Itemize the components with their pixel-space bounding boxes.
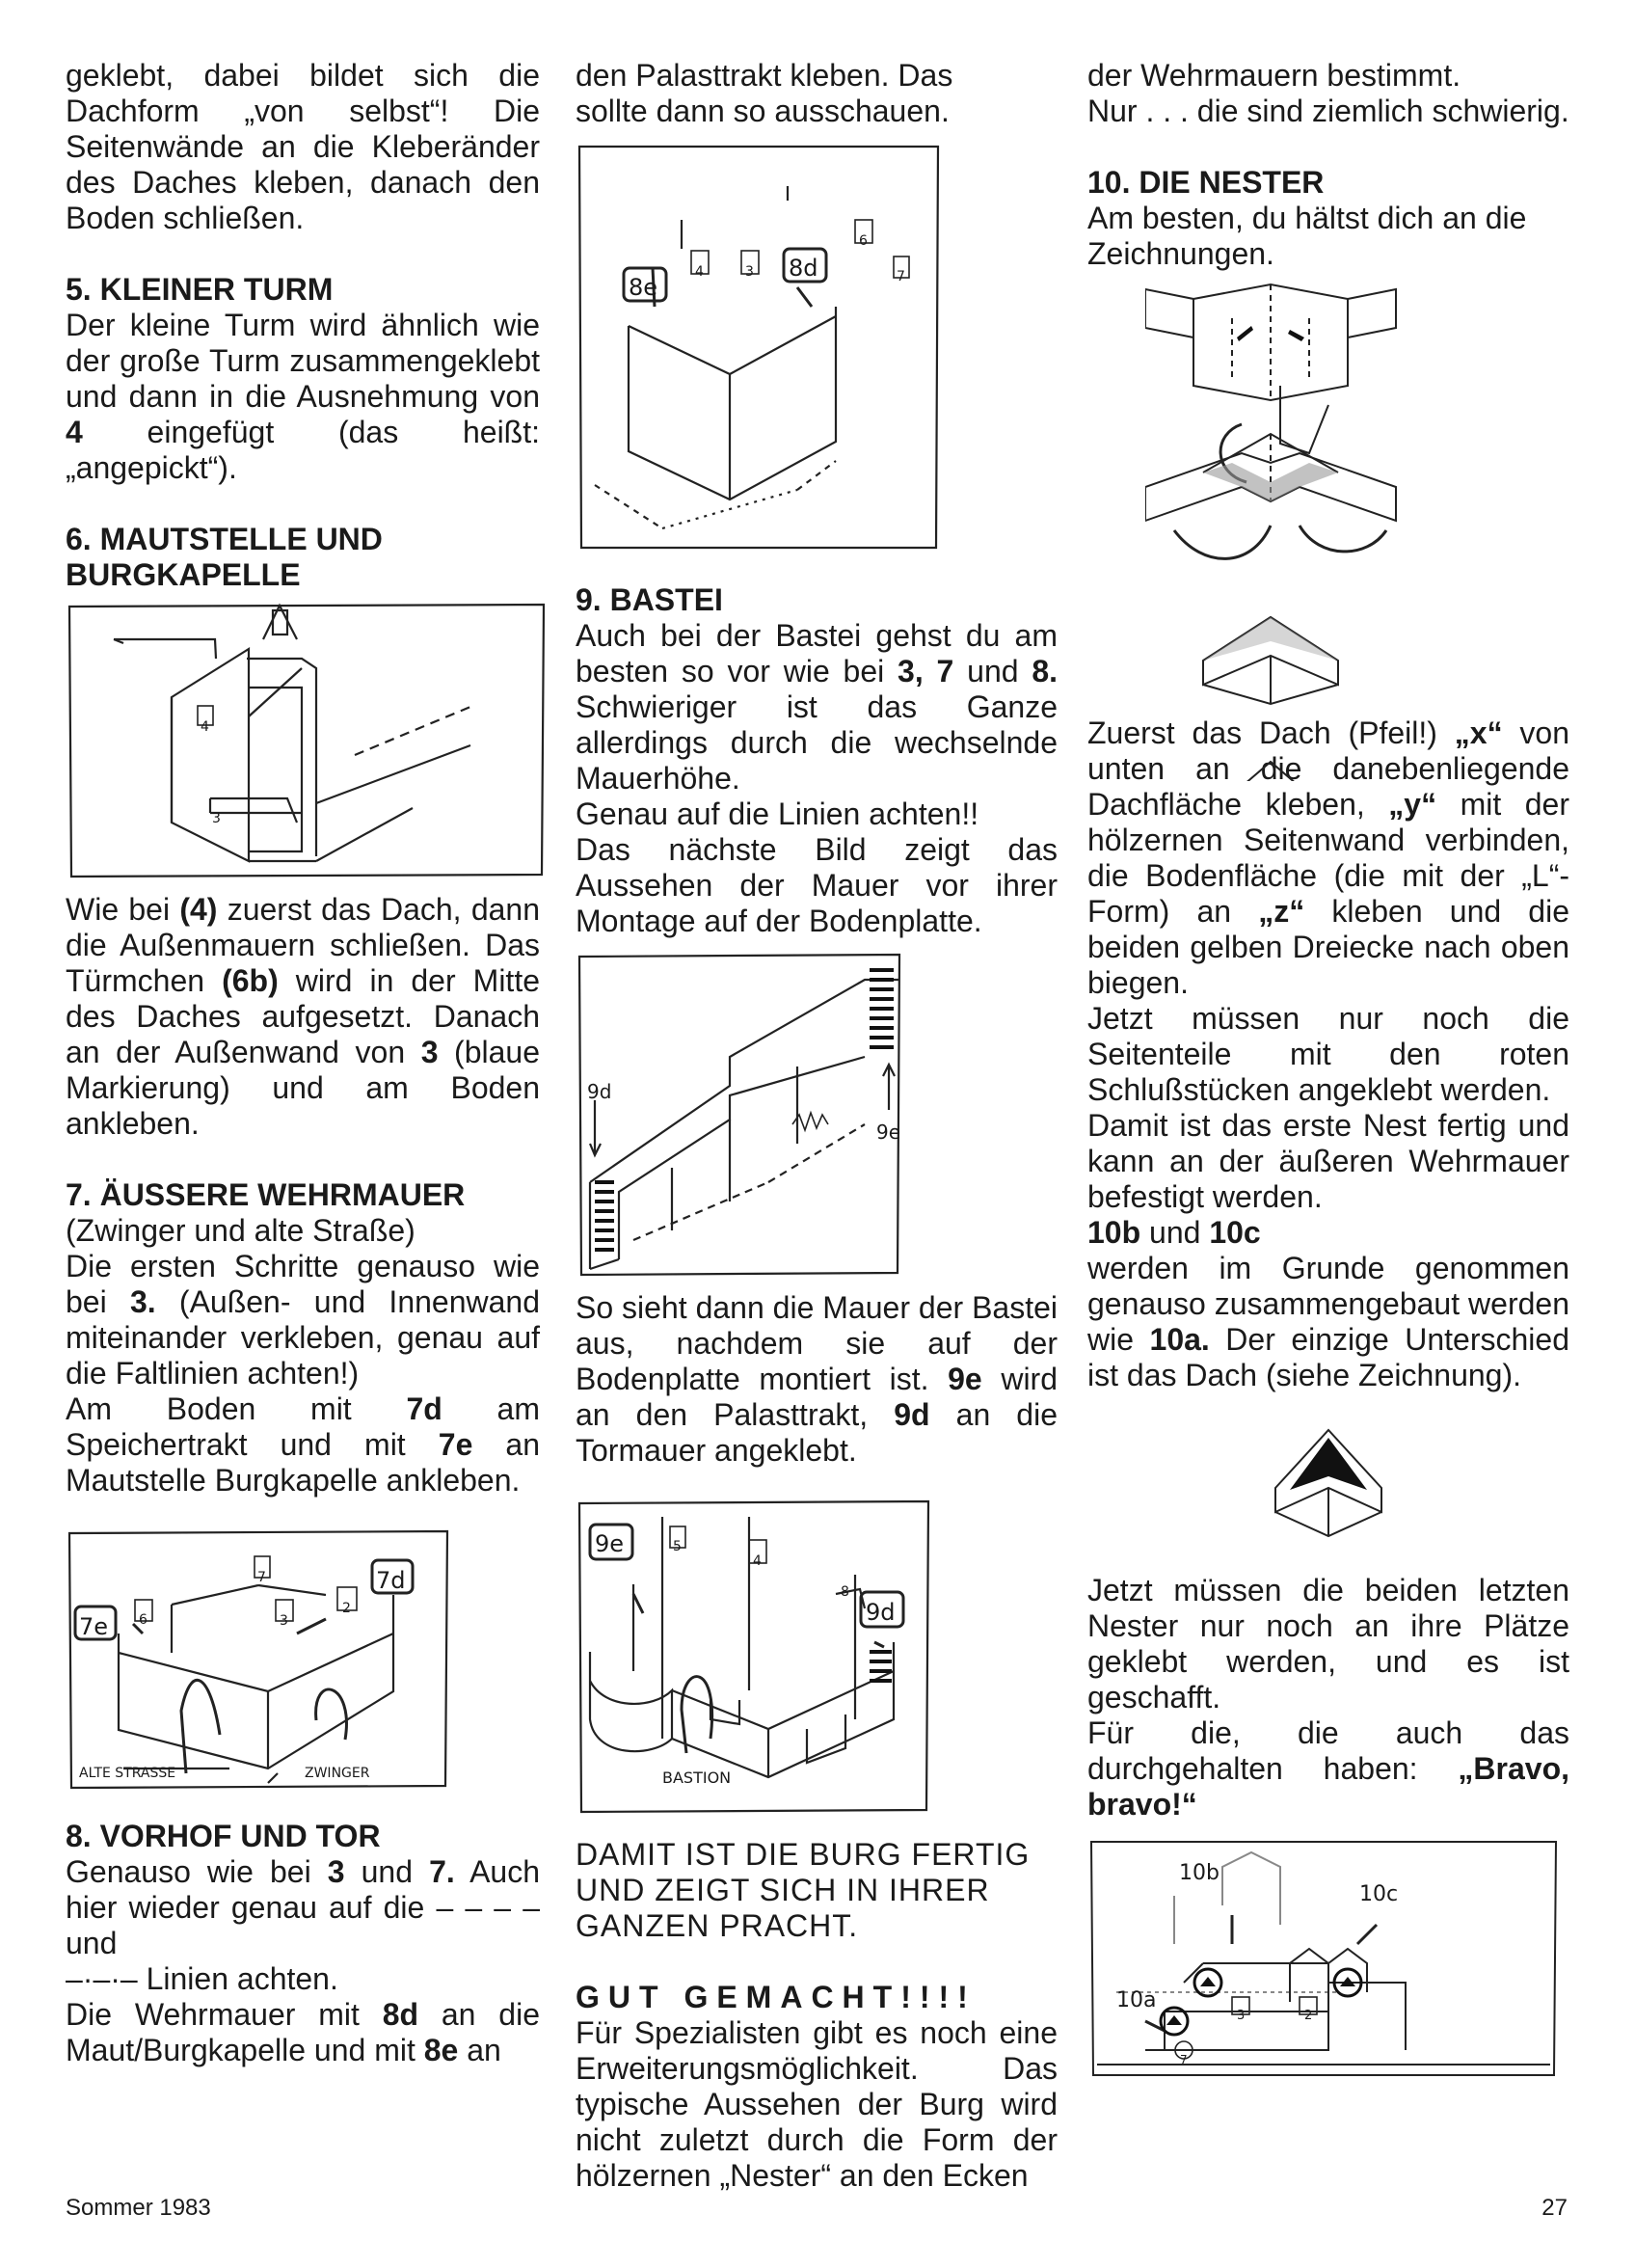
heading-mautstelle: 6. MAUTSTELLE UND BURGKAPELLE [66,522,383,592]
figure-label-3: 3 [212,811,221,826]
figure-nest-dach [1271,1420,1569,1546]
label-7: 7 [897,269,905,284]
label-8d: 8d [789,255,818,282]
label-10c: 10c [1359,1882,1399,1906]
footer-date: Sommer 1983 [66,2195,211,2221]
paragraph-bastei-3: Das nächste Bild zeigt das Aussehen der Mauer vor ihrer Montage auf der Bodenplatte. [576,832,1058,938]
col1-intro: geklebt, dabei bildet sich die Dachform „von selbst“! Die Seitenwände an die Kleberänder des Daches kleben, danach den Boden schließen. [66,58,540,235]
paragraph-mautstelle: Wie bei (4) zuerst das Dach, dann die Außenmauern schließen. Das Türmchen (6b) wird in der Mitte des Daches aufgesetzt. Danach an der Außenwand von 3 (blaue Markierung) und am Boden ankleben. [66,892,541,1141]
label-9e: 9e [876,1120,901,1144]
label-3: 3 [1237,2009,1246,2023]
page-number: 27 [1541,2195,1568,2221]
paragraph-bastei: Auch bei der Bastei gehst du am besten so vor wie bei 3, 7 und 8. Schwieriger ist das Ganze allerdings durch die wechselnde Mauerhöhe. [576,618,1059,796]
label-6: 6 [139,1612,147,1628]
paragraph-nester-4: Damit ist das erste Nest fertig und kann an der äußeren Wehrmauer befestigt werden. [1087,1108,1569,1214]
figure-label-4: 4 [201,719,209,735]
paragraph-nester-6: werden im Grunde genommen genauso zusammengebaut werden wie 10a. Der einzige Unterschied ist das Dach (siehe Zeichnung). [1087,1251,1570,1392]
label-9d: 9d [866,1599,896,1626]
label-zwinger: ZWINGER [305,1766,370,1781]
paragraph-wehrmauer-2: Am Boden mit 7d am Speichertrakt und mit 7e an Mautstelle Burgkapelle ankleben. [66,1391,541,1498]
paragraph-nester: Am besten, du hältst dich an die Zeichnungen. [1087,201,1527,271]
paragraph-bastei-2: Genau auf die Linien achten!! [576,796,979,831]
figure-nester-faltung [1145,280,1569,781]
col3-intro-2: Nur . . . die sind ziemlich schwierig. [1087,94,1569,128]
paragraph-nester-5: 10b und 10c [1087,1215,1261,1250]
label-7e: 7e [79,1613,109,1640]
label-10b: 10b [1179,1861,1220,1885]
figure-bastei-mauer [576,951,1058,1279]
paragraph-bastei-4: So sieht dann die Mauer der Bastei aus, nachdem sie auf der Bodenplatte montiert ist. 9e wird an den Palasttrakt, 9d an die Tormauer angeklebt. [576,1290,1058,1468]
paragraph-fertig: DAMIT IST DIE BURG FERTIG UND ZEIGT SICH IN IHRER GANZEN PRACHT. [576,1837,1031,1943]
heading-bastei: 9. BASTEI [576,582,723,617]
column-3 [1087,58,1569,2091]
label-8: 8 [841,1584,849,1600]
paragraph-nester-3: Jetzt müssen nur noch die Seitenteile mit den roten Schlußstücken angeklebt werden. [1087,1001,1569,1107]
column-2 [576,58,1058,2194]
paragraph-bravo: Für die, die auch das durchgehalten haben: „Bravo, bravo!“ [1087,1715,1569,1822]
paragraph-kleiner-turm: Der kleine Turm wird ähnlich wie der große Turm zusammengeklebt und dann in die Ausnehmung von 4 eingefügt (das heißt: „angepickt“). [66,308,540,485]
label-5: 5 [673,1539,682,1554]
heading-aeussere-wehrmauer: 7. ÄUSSERE WEHRMAUER [66,1177,466,1212]
paragraph-nester-7: Jetzt müssen die beiden letzten Nester nur noch an ihre Plätze geklebt werden, und es ist geschafft. [1087,1573,1569,1714]
heading-nester: 10. DIE NESTER [1087,165,1325,200]
label-2: 2 [1304,2009,1313,2023]
label-3: 3 [745,264,754,280]
label-7d: 7d [376,1567,406,1594]
figure-vorhof [576,143,1058,557]
paragraph-nester-2: Zuerst das Dach (Pfeil!) „x“ von unten an die danebenliegende Dachfläche kleben, „y“ mit der hölzernen Seitenwand verbinden, die Bodenfläche (die mit der „L“-Form) an „z“ kleben und die beiden gelben Dreiecke nach oben biegen. [1087,716,1570,1000]
label-7: 7 [1180,2053,1188,2066]
label-9e: 9e [595,1530,625,1557]
label-9d: 9d [587,1080,612,1103]
paragraph-wehrmauer: Die ersten Schritte genauso wie bei 3. (Außen- und Innenwand miteinander verkleben, genau auf die Faltlinien achten!) [66,1249,541,1390]
paragraph-vorhof-2: Die Wehrmauer mit 8d an die Maut/Burgkapelle und mit 8e an [66,1997,541,2067]
label-alte-strasse: ALTE STRASSE [79,1766,176,1781]
label-7: 7 [257,1570,266,1585]
figure-wehrmauer [66,1527,540,1790]
heading-gut-gemacht: GUT GEMACHT!!!! [576,1980,977,2014]
label-6: 6 [859,233,868,249]
label-2: 2 [342,1601,351,1616]
col2-intro: den Palasttrakt kleben. Das sollte dann so ausschauen. [576,58,953,128]
label-4: 4 [695,264,704,280]
label-8e: 8e [629,274,658,301]
label-bastion: BASTION [662,1768,732,1787]
figure-nester-position [1087,1838,1569,2079]
paragraph-vorhof: Genauso wie bei 3 und 7. Auch hier wieder genau auf die – – – – und –·–·– Linien achten. [66,1854,541,1996]
heading-vorhof-tor: 8. VORHOF UND TOR [66,1819,381,1853]
subheading-zwinger: (Zwinger und alte Straße) [66,1213,415,1248]
col3-intro: der Wehrmauern bestimmt. [1087,58,1461,93]
heading-kleiner-turm: 5. KLEINER TURM [66,272,334,307]
figure-bastion [576,1498,1058,1816]
label-4: 4 [753,1553,762,1569]
figure-mautstelle [66,601,540,880]
column-1 [66,58,540,2068]
paragraph-erweiterung: Für Spezialisten gibt es noch eine Erweiterungsmöglichkeit. Das typische Aussehen der Burg wird nicht zuletzt durch die Form der hölzernen „Nester“ an den Ecken [576,2015,1058,2193]
label-3: 3 [280,1613,288,1629]
label-10a: 10a [1116,1988,1157,2012]
